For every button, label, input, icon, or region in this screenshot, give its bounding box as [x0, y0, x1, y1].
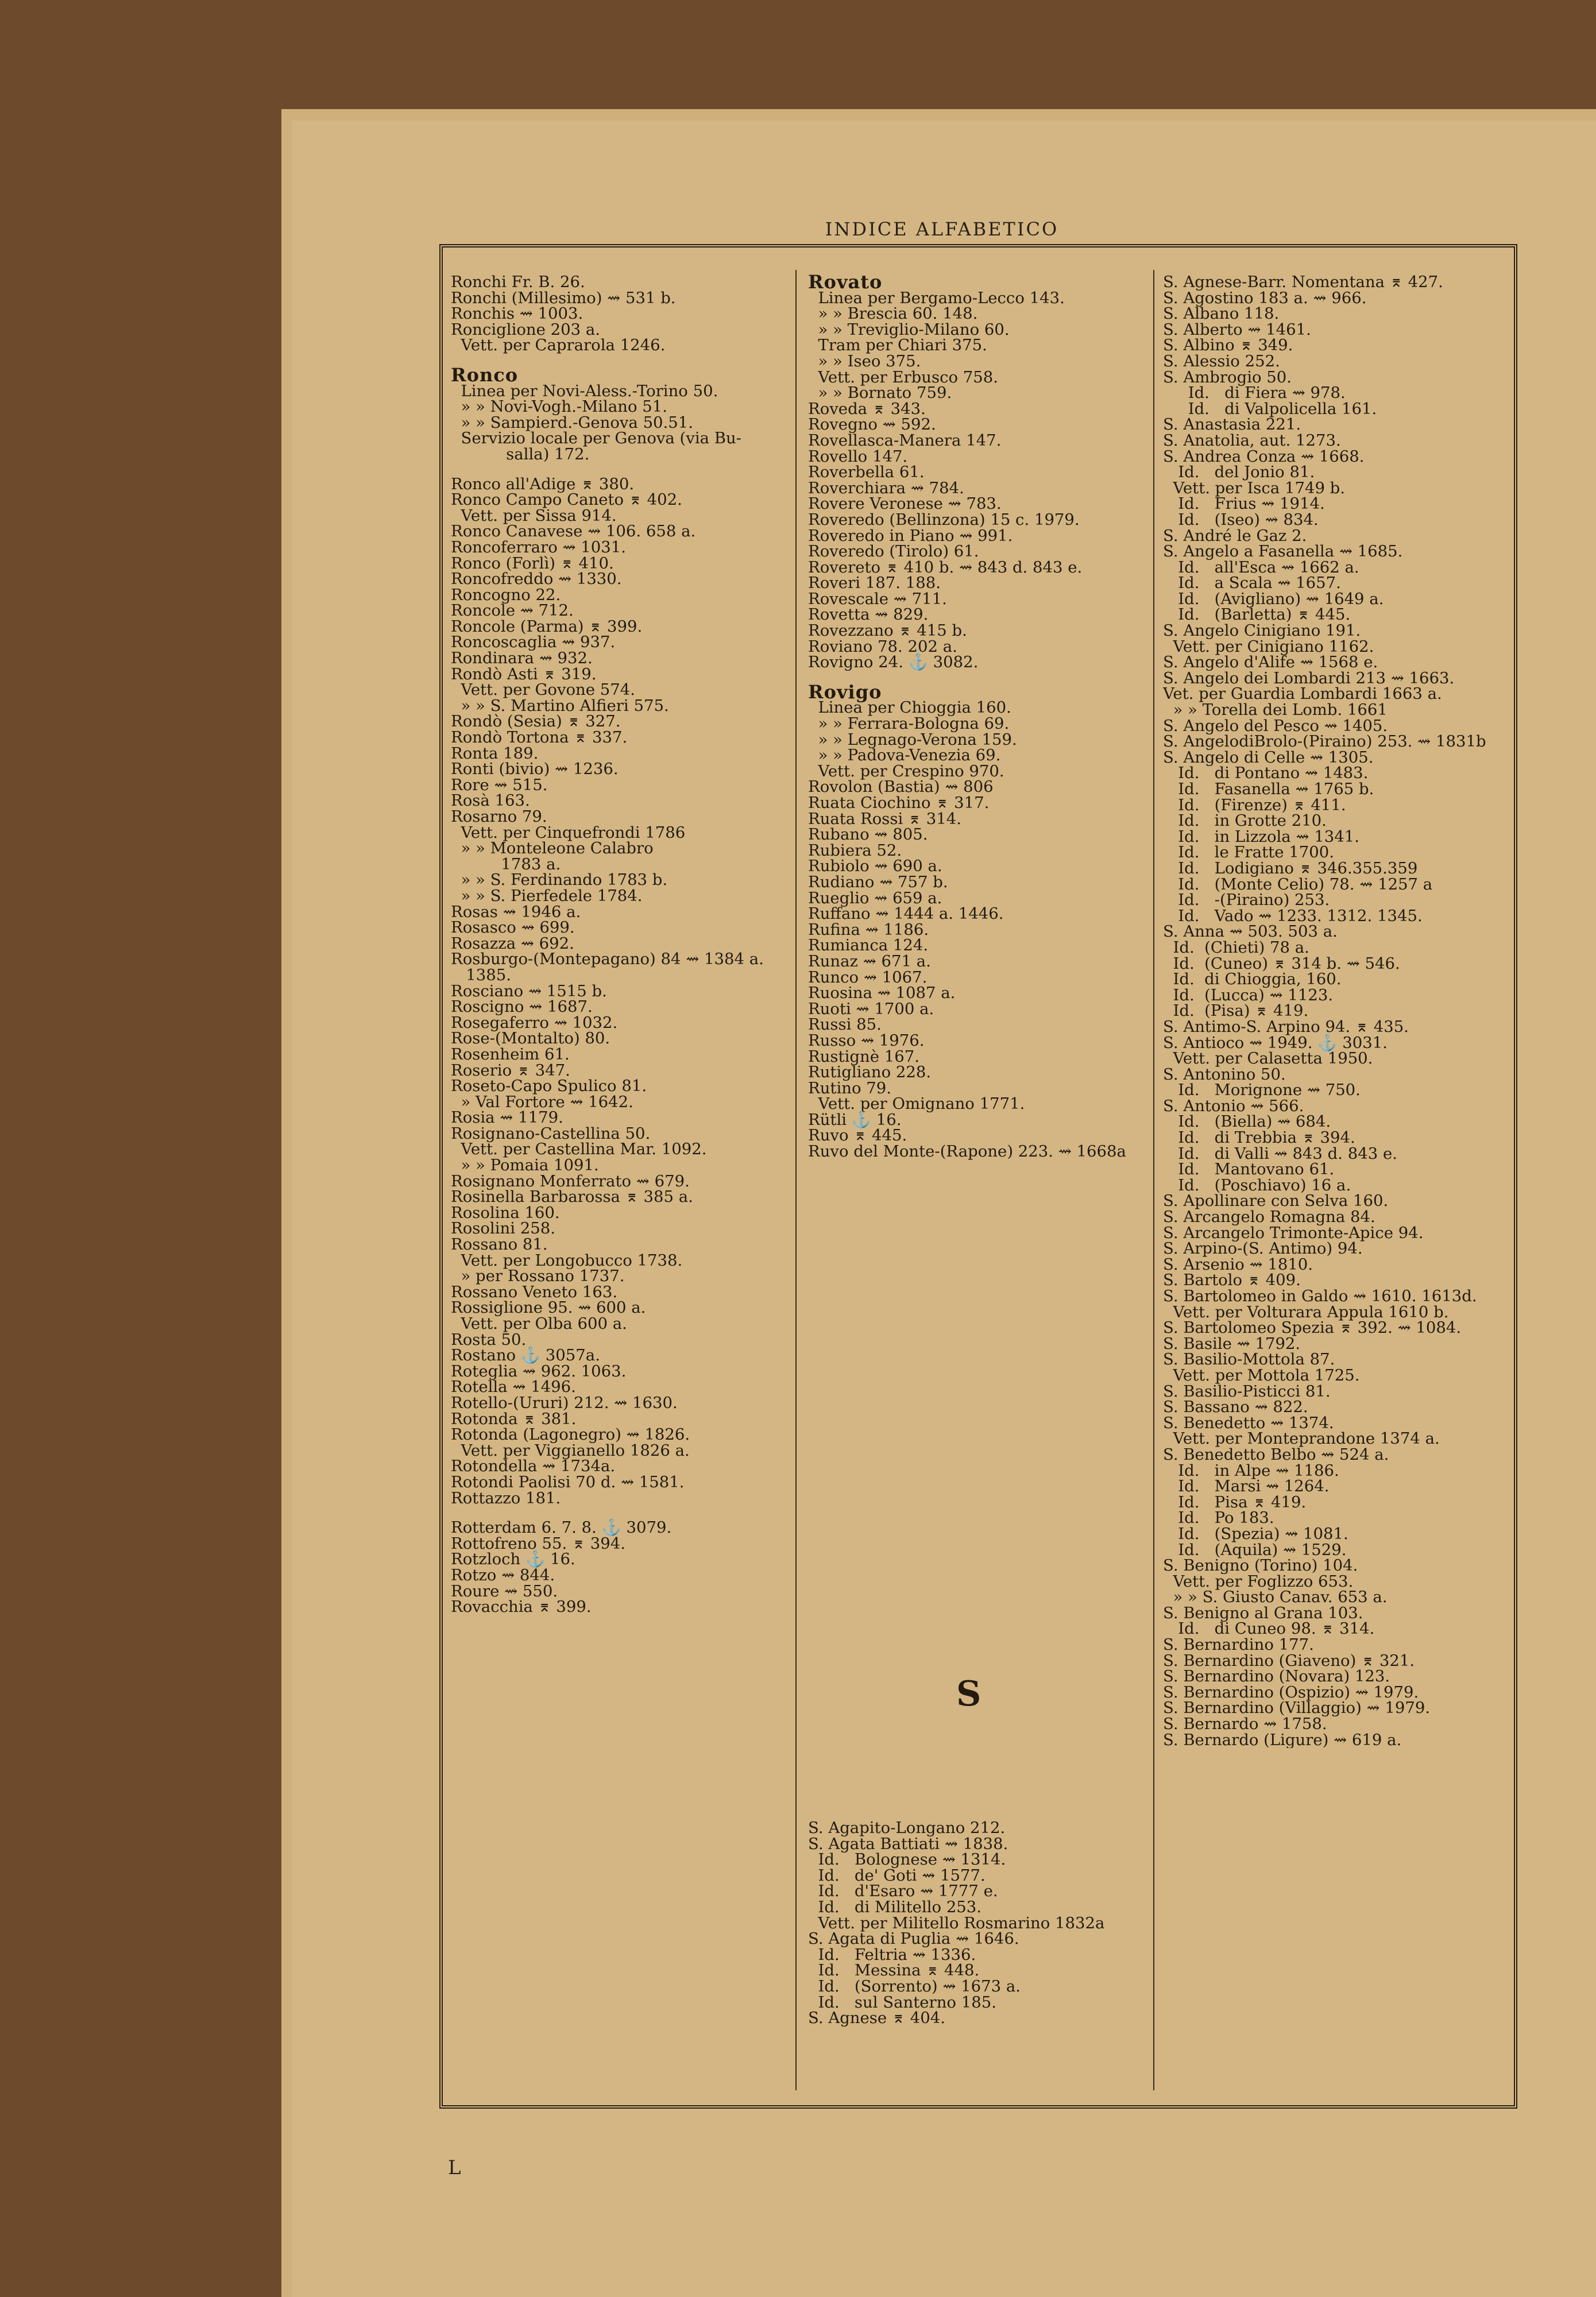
index-entry: Roveri 187. 188. [808, 574, 941, 593]
index-entry: S. Anastasia 221. [1163, 415, 1301, 434]
index-entry: Rosasco ⇝ 699. [451, 918, 575, 937]
index-entry: Id. Messina ⌆ 448. [808, 1961, 980, 1980]
index-entry: Rosazza ⇝ 692. [451, 934, 574, 953]
index-entry: Id. Morignone ⇝ 750. [1163, 1081, 1361, 1100]
index-entry: Rubiera 52. [808, 841, 902, 860]
index-entry: Rostano ⚓ 3057a. [451, 1346, 600, 1365]
index-entry: Roteglia ⇝ 962. 1063. [451, 1362, 627, 1380]
index-entry: S. Albano 118. [1163, 304, 1280, 323]
index-entry: S. Basilio-Pisticci 81. [1163, 1382, 1331, 1401]
index-entry: Rovescale ⇝ 711. [808, 589, 947, 608]
index-entry: Vett. per Volturara Appula 1610 b. [1163, 1302, 1449, 1321]
index-entry: Rovellasca-Manera 147. [808, 431, 1002, 450]
index-entry [451, 463, 778, 477]
index-entry: Rotterdam 6. 7. 8. ⚓ 3079. [451, 1518, 672, 1537]
index-entry: Id. sul Santerno 185. [808, 1993, 996, 2012]
index-entry: Rotella ⇝ 1496. [451, 1378, 576, 1397]
index-entry: Vett. per Erbusco 758. [808, 368, 999, 386]
index-entry: Rustignè 167. [808, 1047, 919, 1066]
index-entry: Id. in Grotte 210. [1163, 811, 1327, 830]
index-entry: S. Arcangelo Romagna 84. [1163, 1208, 1375, 1227]
index-entry: » » S. Pierfedele 1784. [451, 886, 643, 905]
index-entry: » » Bornato 759. [808, 384, 952, 403]
index-entry: S. Andrea Conza ⇝ 1668. [1163, 447, 1365, 466]
index-column-1 [451, 274, 778, 1615]
index-entry: Rotondella ⇝ 1734a. [451, 1457, 616, 1476]
index-entry: Rotello-(Ururi) 212. ⇝ 1630. [451, 1393, 678, 1412]
index-entry: Ronco [451, 364, 519, 386]
index-entry: S. Bernardo ⇝ 1758. [1163, 1715, 1327, 1734]
index-entry: Rovato [808, 274, 883, 293]
index-entry: Rovigo [808, 680, 882, 703]
index-entry: Vett. per Foglizzo 653. [1163, 1572, 1354, 1591]
index-entry: Roscigno ⇝ 1687. [451, 997, 593, 1016]
index-entry: Rossano 81. [451, 1235, 548, 1254]
index-entry: Rovegno ⇝ 592. [808, 415, 936, 434]
index-entry: Id. Po 183. [1163, 1509, 1274, 1528]
index-entry: S. Bassano ⇝ 822. [1163, 1398, 1308, 1417]
index-entry: Id. Lodigiano ⌆ 346.355.359 [1163, 859, 1418, 877]
index-entry: Id. -(Piraino) 253. [1163, 891, 1330, 910]
index-entry: S. Bartolo ⌆ 409. [1163, 1271, 1301, 1290]
index-entry: Rosolini 258. [451, 1219, 555, 1238]
index-entry: Rufina ⇝ 1186. [808, 920, 929, 939]
index-entry: Vett. per Sissa 914. [451, 506, 617, 525]
index-entry: S. Bartolomeo Spezia ⌆ 392. ⇝ 1084. [1163, 1318, 1462, 1337]
index-entry: S. Bernardino (Ospizio) ⇝ 1979. [1163, 1683, 1419, 1702]
index-entry: Roverchiara ⇝ 784. [808, 478, 964, 497]
index-entry: Id. di Fiera ⇝ 978. [1163, 384, 1346, 403]
index-entry: Id. di Valli ⇝ 843 d. 843 e. [1163, 1144, 1398, 1163]
index-entry: Rütli ⚓ 16. [808, 1110, 902, 1129]
index-entry: Ruata Ciochino ⌆ 317. [808, 794, 990, 812]
index-entry: Vett. per Govone 574. [451, 680, 636, 699]
index-entry: Rovetta ⇝ 829. [808, 605, 929, 624]
index-entry: Id. Feltria ⇝ 1336. [808, 1945, 976, 1964]
index-entry: Rosinella Barbarossa ⌆ 385 a. [451, 1188, 693, 1206]
index-entry: Roncofreddo ⇝ 1330. [451, 570, 622, 589]
index-entry: Vett. per Cinigiano 1162. [1163, 637, 1374, 656]
index-entry: Id. in Lizzola ⇝ 1341. [1163, 827, 1359, 846]
index-entry: Rovereto ⌆ 410 b. ⇝ 843 d. 843 e. [808, 558, 1083, 577]
index-entry: Ronco Campo Caneto ⌆ 402. [451, 490, 682, 509]
index-entry: Id. (Spezia) ⇝ 1081. [1163, 1524, 1348, 1543]
index-entry: Rubano ⇝ 805. [808, 825, 928, 844]
index-entry: Id. (Firenze) ⌆ 411. [1163, 795, 1346, 814]
index-entry: S. Benedetto Belbo ⇝ 524 a. [1163, 1445, 1389, 1464]
index-entry: » » Novi-Vogh.-Milano 51. [451, 397, 667, 416]
index-entry: Id. Fasanella ⇝ 1765 b. [1163, 780, 1374, 798]
index-entry: Rotonda ⌆ 381. [451, 1409, 577, 1428]
index-entry: S. Bernardino (Giaveno) ⌆ 321. [1163, 1651, 1415, 1670]
index-entry: Russo ⇝ 1976. [808, 1031, 925, 1050]
index-entry: Id. Mantovano 61. [1163, 1160, 1335, 1179]
index-entry: Id. (Cuneo) ⌆ 314 b. ⇝ 546. [1163, 954, 1400, 973]
index-entry: S. Antonio ⇝ 566. [1163, 1096, 1304, 1115]
index-entry: Id. Frius ⇝ 1914. [1163, 494, 1325, 513]
index-entry: » Val Fortore ⇝ 1642. [451, 1092, 633, 1111]
index-entry: S. Agostino 183 a. ⇝ 966. [1163, 288, 1367, 307]
index-entry: Rosciano ⇝ 1515 b. [451, 981, 607, 1000]
index-entry: Rubiolo ⇝ 690 a. [808, 857, 942, 876]
index-entry: Linea per Bergamo-Lecco 143. [808, 288, 1065, 307]
index-entry: S. Agata di Puglia ⇝ 1646. [808, 1929, 1019, 1948]
index-entry: Ronciglione 203 a. [451, 320, 601, 339]
index-entry: S. Apollinare con Selva 160. [1163, 1192, 1389, 1211]
index-entry: Id. (Barletta) ⌆ 445. [1163, 605, 1351, 624]
index-entry: Roncoscaglia ⇝ 937. [451, 633, 616, 652]
index-entry: S. Angelo a Fasanella ⇝ 1685. [1163, 542, 1403, 561]
index-entry: » » Torella dei Lomb. 1661 [1163, 701, 1388, 720]
index-entry: Rosignano Monferrato ⇝ 679. [451, 1171, 690, 1190]
index-entry: Ronta 189. [451, 744, 539, 763]
index-entry: Vett. per Isca 1749 b. [1163, 478, 1346, 497]
index-entry: S. Arsenio ⇝ 1810. [1163, 1255, 1313, 1274]
index-entry: Rovere Veronese ⇝ 783. [808, 494, 1002, 513]
index-entry: S. Basile ⇝ 1792. [1163, 1334, 1301, 1353]
index-entry: Roncole ⇝ 712. [451, 601, 574, 620]
index-entry: Id. di Militello 253. [808, 1897, 982, 1916]
index-entry: S. Agnese-Barr. Nomentana ⌆ 427. [1163, 274, 1443, 291]
index-entry: Ruffano ⇝ 1444 a. 1446. [808, 904, 1004, 923]
index-entry: S. Benedetto ⇝ 1374. [1163, 1413, 1334, 1432]
index-entry: Id. del Jonio 81. [1163, 463, 1315, 482]
index-entry: Rondò Tortona ⌆ 337. [451, 728, 628, 747]
index-entry: Rosenheim 61. [451, 1045, 570, 1064]
index-entry: Ronchi Fr. B. 26. [451, 274, 585, 291]
index-entry: » » Brescia 60. 148. [808, 304, 978, 323]
index-column-2 [808, 274, 1147, 1160]
index-entry: Rosta 50. [451, 1330, 527, 1349]
index-entry: Id. Pisa ⌆ 419. [1163, 1492, 1307, 1511]
index-entry: Runco ⇝ 1067. [808, 968, 928, 987]
index-entry: Rosarno 79. [451, 807, 547, 826]
index-entry: Vett. per Crespino 970. [808, 761, 1004, 780]
index-entry: Roncogno 22. [451, 585, 561, 604]
index-entry: Id. di Trebbia ⌆ 394. [1163, 1128, 1355, 1147]
index-entry: Rottazzo 181. [451, 1488, 561, 1507]
index-entry: Rotonda (Lagonegro) ⇝ 1826. [451, 1425, 690, 1444]
index-entry: Rovezzano ⌆ 415 b. [808, 621, 967, 640]
index-entry: S. Agapito-Longano 212. [808, 1820, 1006, 1837]
index-entry: Vett. per Calasetta 1950. [1163, 1049, 1373, 1068]
index-entry: » » Pomaia 1091. [451, 1156, 599, 1175]
index-entry: Rondinara ⇝ 932. [451, 649, 593, 668]
index-entry: S. Bernardino 177. [1163, 1635, 1314, 1654]
index-entry: Id. a Scala ⇝ 1657. [1163, 574, 1341, 593]
index-entry: S. Angelo Cinigiano 191. [1163, 621, 1361, 640]
index-entry: Id. (Aquila) ⇝ 1529. [1163, 1540, 1347, 1559]
index-entry: » » S. Martino Alfieri 575. [451, 696, 669, 715]
index-entry: Russi 85. [808, 1015, 882, 1034]
index-entry: Rovolon (Bastia) ⇝ 806 [808, 778, 994, 796]
index-column-2-bottom [808, 1820, 1147, 2027]
index-entry: Roveredo (Bellinzona) 15 c. 1979. [808, 510, 1080, 529]
index-entry: Rose-(Montalto) 80. [451, 1029, 610, 1048]
index-entry: S. Basilio-Mottola 87. [1163, 1350, 1335, 1369]
index-entry: 1385. [451, 965, 511, 984]
index-entry: Id. di Valpolicella 161. [1163, 399, 1377, 418]
index-entry: Rosia ⇝ 1179. [451, 1108, 563, 1127]
index-entry: Ronchis ⇝ 1003. [451, 304, 583, 323]
index-entry: S. Benigno al Grana 103. [1163, 1603, 1363, 1622]
index-entry: 1783 a. [451, 854, 561, 873]
index-entry: S. AngelodiBrolo-(Piraino) 253. ⇝ 1831b [1163, 732, 1486, 751]
index-entry: Rudiano ⇝ 757 b. [808, 872, 948, 891]
index-entry: S. Ambrogio 50. [1163, 368, 1292, 386]
index-entry: Rovacchia ⌆ 399. [451, 1598, 592, 1615]
index-entry: » » Iseo 375. [808, 351, 921, 370]
index-entry: Id. (Lucca) ⇝ 1123. [1163, 985, 1334, 1004]
index-entry: Rosburgo-(Montepagano) 84 ⇝ 1384 a. [451, 950, 764, 969]
index-entry: Runaz ⇝ 671 a. [808, 952, 931, 970]
index-entry: Rutigliano 228. [808, 1063, 932, 1082]
index-entry: » per Rossano 1737. [451, 1267, 625, 1286]
signature-mark: L [448, 2156, 461, 2179]
index-entry: » » Sampierd.-Genova 50.51. [451, 413, 694, 432]
index-entry: Roveda ⌆ 343. [808, 399, 926, 418]
index-entry: Vett. per Militello Rosmarino 1832a [808, 1913, 1105, 1932]
index-entry: Ruoti ⇝ 1700 a. [808, 999, 934, 1018]
index-entry: Rotondi Paolisi 70 d. ⇝ 1581. [451, 1472, 685, 1491]
index-entry: S. Benigno (Torino) 104. [1163, 1556, 1358, 1575]
index-entry: Vet. per Guardia Lombardi 1663 a. [1163, 685, 1442, 703]
index-entry: S. Arpino-(S. Antimo) 94. [1163, 1239, 1363, 1258]
index-entry: S. Angelo di Celle ⇝ 1305. [1163, 748, 1374, 767]
index-entry: Rosignano-Castellina 50. [451, 1124, 651, 1143]
index-entry: Roveredo (Tirolo) 61. [808, 542, 979, 561]
index-entry: Ronti (bivio) ⇝ 1236. [451, 760, 619, 779]
index-entry: Roverbella 61. [808, 463, 925, 482]
index-entry: S. Alberto ⇝ 1461. [1163, 320, 1311, 339]
index-entry: Servizio locale per Genova (via Bu- [451, 429, 741, 448]
index-entry: Vett. per Castellina Mar. 1092. [451, 1140, 707, 1159]
index-entry: Ronco (Forlì) ⌆ 410. [451, 554, 614, 573]
index-entry: S. Agnese ⌆ 404. [808, 2009, 945, 2027]
index-entry: Id. di Pontano ⇝ 1483. [1163, 764, 1369, 783]
index-entry: » » Monteleone Calabro [451, 839, 654, 858]
index-entry: S. Antonino 50. [1163, 1065, 1286, 1084]
index-entry: Rosas ⇝ 1946 a. [451, 902, 581, 921]
index-entry: S. Angelo d'Alife ⇝ 1568 e. [1163, 653, 1378, 672]
index-entry: » » Padova-Venezia 69. [808, 746, 1001, 765]
index-entry: S. Angelo del Pesco ⇝ 1405. [1163, 716, 1388, 735]
index-entry: Vett. per Viggianello 1826 a. [451, 1441, 690, 1460]
column-divider [1153, 270, 1154, 2090]
index-entry: Id. (Sorrento) ⇝ 1673 a. [808, 1977, 1021, 1996]
index-entry: Linea per Chioggia 160. [808, 698, 1011, 717]
index-entry: Rutino 79. [808, 1078, 892, 1097]
index-entry: S. Anatolia, aut. 1273. [1163, 431, 1341, 450]
index-entry: Linea per Novi-Aless.-Torino 50. [451, 381, 718, 400]
index-entry: Roseto-Capo Spulico 81. [451, 1077, 647, 1096]
index-entry: S. Arcangelo Trimonte-Apice 94. [1163, 1223, 1424, 1242]
index-entry: S. Antioco ⇝ 1949. ⚓ 3031. [1163, 1033, 1388, 1052]
index-entry: » » Treviglio-Milano 60. [808, 320, 1010, 339]
index-entry: Ruvo del Monte-(Rapone) 223. ⇝ 1668a [808, 1142, 1126, 1160]
index-entry: Id. (Chieti) 78 a. [1163, 938, 1309, 957]
index-entry: S. Antimo-S. Arpino 94. ⌆ 435. [1163, 1017, 1409, 1036]
index-entry: Ruata Rossi ⌆ 314. [808, 809, 962, 828]
index-entry: Rossano Veneto 163. [451, 1282, 618, 1301]
index-entry: S. Alessio 252. [1163, 351, 1280, 370]
index-entry: Vett. per Cinquefrondi 1786 [451, 823, 686, 842]
index-entry: Rore ⇝ 515. [451, 775, 548, 794]
index-entry: S. Bernardo (Ligure) ⇝ 619 a. [1163, 1730, 1402, 1749]
index-entry: Id. Vado ⇝ 1233. 1312. 1345. [1163, 906, 1423, 925]
index-entry: Rueglio ⇝ 659 a. [808, 888, 942, 907]
index-entry: Id. di Cuneo 98. ⌆ 314. [1163, 1619, 1375, 1638]
index-entry: Id. (Iseo) ⇝ 834. [1163, 510, 1319, 529]
index-entry: Roviano 78. 202 a. [808, 637, 957, 656]
index-entry: Id. Bolognese ⇝ 1314. [808, 1850, 1006, 1869]
index-entry: Rosolina 160. [451, 1203, 560, 1222]
index-entry: Vett. per Omignano 1771. [808, 1095, 1025, 1113]
index-entry: Rumianca 124. [808, 936, 929, 955]
index-entry: » » S. Ferdinando 1783 b. [451, 871, 668, 890]
index-entry: Ruvo ⌆ 445. [808, 1126, 907, 1145]
index-entry: Rosegaferro ⇝ 1032. [451, 1013, 618, 1032]
index-entry: Roveredo in Piano ⇝ 991. [808, 526, 1013, 545]
index-entry: S. Angelo dei Lombardi 213 ⇝ 1663. [1163, 668, 1455, 687]
index-entry: Ruosina ⇝ 1087 a. [808, 984, 956, 1003]
index-entry: Id. (Pisa) ⌆ 419. [1163, 1001, 1309, 1020]
index-entry: Vett. per Caprarola 1246. [451, 336, 666, 355]
index-entry: » » Legnago-Verona 159. [808, 730, 1017, 749]
index-entry: Rondò Asti ⌆ 319. [451, 664, 597, 683]
index-entry: » » Ferrara-Bologna 69. [808, 714, 1010, 733]
index-entry: Id. (Avigliano) ⇝ 1649 a. [1163, 589, 1384, 608]
index-entry: Id. d'Esaro ⇝ 1777 e. [808, 1882, 998, 1901]
index-entry: Vett. per Olba 600 a. [451, 1314, 627, 1333]
index-entry: » » S. Giusto Canav. 653 a. [1163, 1588, 1388, 1607]
index-entry: Id. all'Esca ⇝ 1662 a. [1163, 558, 1359, 577]
section-letter: S [956, 1674, 981, 1714]
index-entry: Ronco all'Adige ⌆ 380. [451, 474, 635, 493]
index-entry: Tram per Chiari 375. [808, 336, 987, 355]
index-entry: S. Agata Battiati ⇝ 1838. [808, 1834, 1008, 1853]
index-entry: Id. de' Goti ⇝ 1577. [808, 1866, 986, 1885]
index-entry: Id. (Biella) ⇝ 684. [1163, 1112, 1331, 1131]
index-entry: S. Anna ⇝ 503. 503 a. [1163, 922, 1338, 941]
index-entry: Rotzloch ⚓ 16. [451, 1550, 575, 1569]
index-entry: S. André le Gaz 2. [1163, 526, 1307, 545]
index-entry: Id. (Monte Celio) 78. ⇝ 1257 a [1163, 875, 1433, 894]
index-column-3 [1163, 274, 1502, 1748]
index-entry: Rosà 163. [451, 791, 530, 810]
index-entry: Vett. per Longobucco 1738. [451, 1251, 683, 1270]
index-entry: S. Bartolomeo in Galdo ⇝ 1610. 1613d. [1163, 1287, 1477, 1305]
index-entry: Rottofreno 55. ⌆ 394. [451, 1534, 626, 1553]
index-entry: S. Bernardino (Novara) 123. [1163, 1667, 1390, 1686]
index-entry: Ronchi (Millesimo) ⇝ 531 b. [451, 288, 676, 307]
column-divider [795, 270, 797, 2090]
index-entry: salla) 172. [451, 444, 590, 463]
index-entry: Rovello 147. [808, 447, 908, 466]
index-entry: Roserio ⌆ 347. [451, 1061, 570, 1080]
index-entry: Roncole (Parma) ⌆ 399. [451, 617, 643, 636]
index-entry: S. Bernardino (Villaggio) ⇝ 1979. [1163, 1699, 1431, 1718]
page-title: INDICE ALFABETICO [825, 218, 1059, 240]
index-entry: Id. Marsi ⇝ 1264. [1163, 1477, 1330, 1496]
index-entry: S. Albino ⌆ 349. [1163, 336, 1293, 355]
index-entry: Ronco Canavese ⇝ 106. 658 a. [451, 522, 696, 541]
index-entry: Id. (Poschiavo) 16 a. [1163, 1175, 1351, 1194]
index-entry: Vett. per Monteprandone 1374 a. [1163, 1429, 1440, 1448]
index-entry: Vett. per Mottola 1725. [1163, 1366, 1360, 1385]
index-entry: Id. in Alpe ⇝ 1186. [1163, 1461, 1339, 1480]
index-entry: Rondò (Sesia) ⌆ 327. [451, 712, 621, 731]
index-entry: Id. le Fratte 1700. [1163, 843, 1334, 862]
index-entry: Roure ⇝ 550. [451, 1581, 558, 1600]
index-entry: Roncoferraro ⇝ 1031. [451, 537, 627, 556]
index-entry: Rovigno 24. ⚓ 3082. [808, 653, 979, 672]
index-entry: Id. di Chioggia, 160. [1163, 970, 1342, 989]
index-entry: Rotzo ⇝ 844. [451, 1565, 555, 1584]
index-entry: Rossiglione 95. ⇝ 600 a. [451, 1298, 646, 1317]
